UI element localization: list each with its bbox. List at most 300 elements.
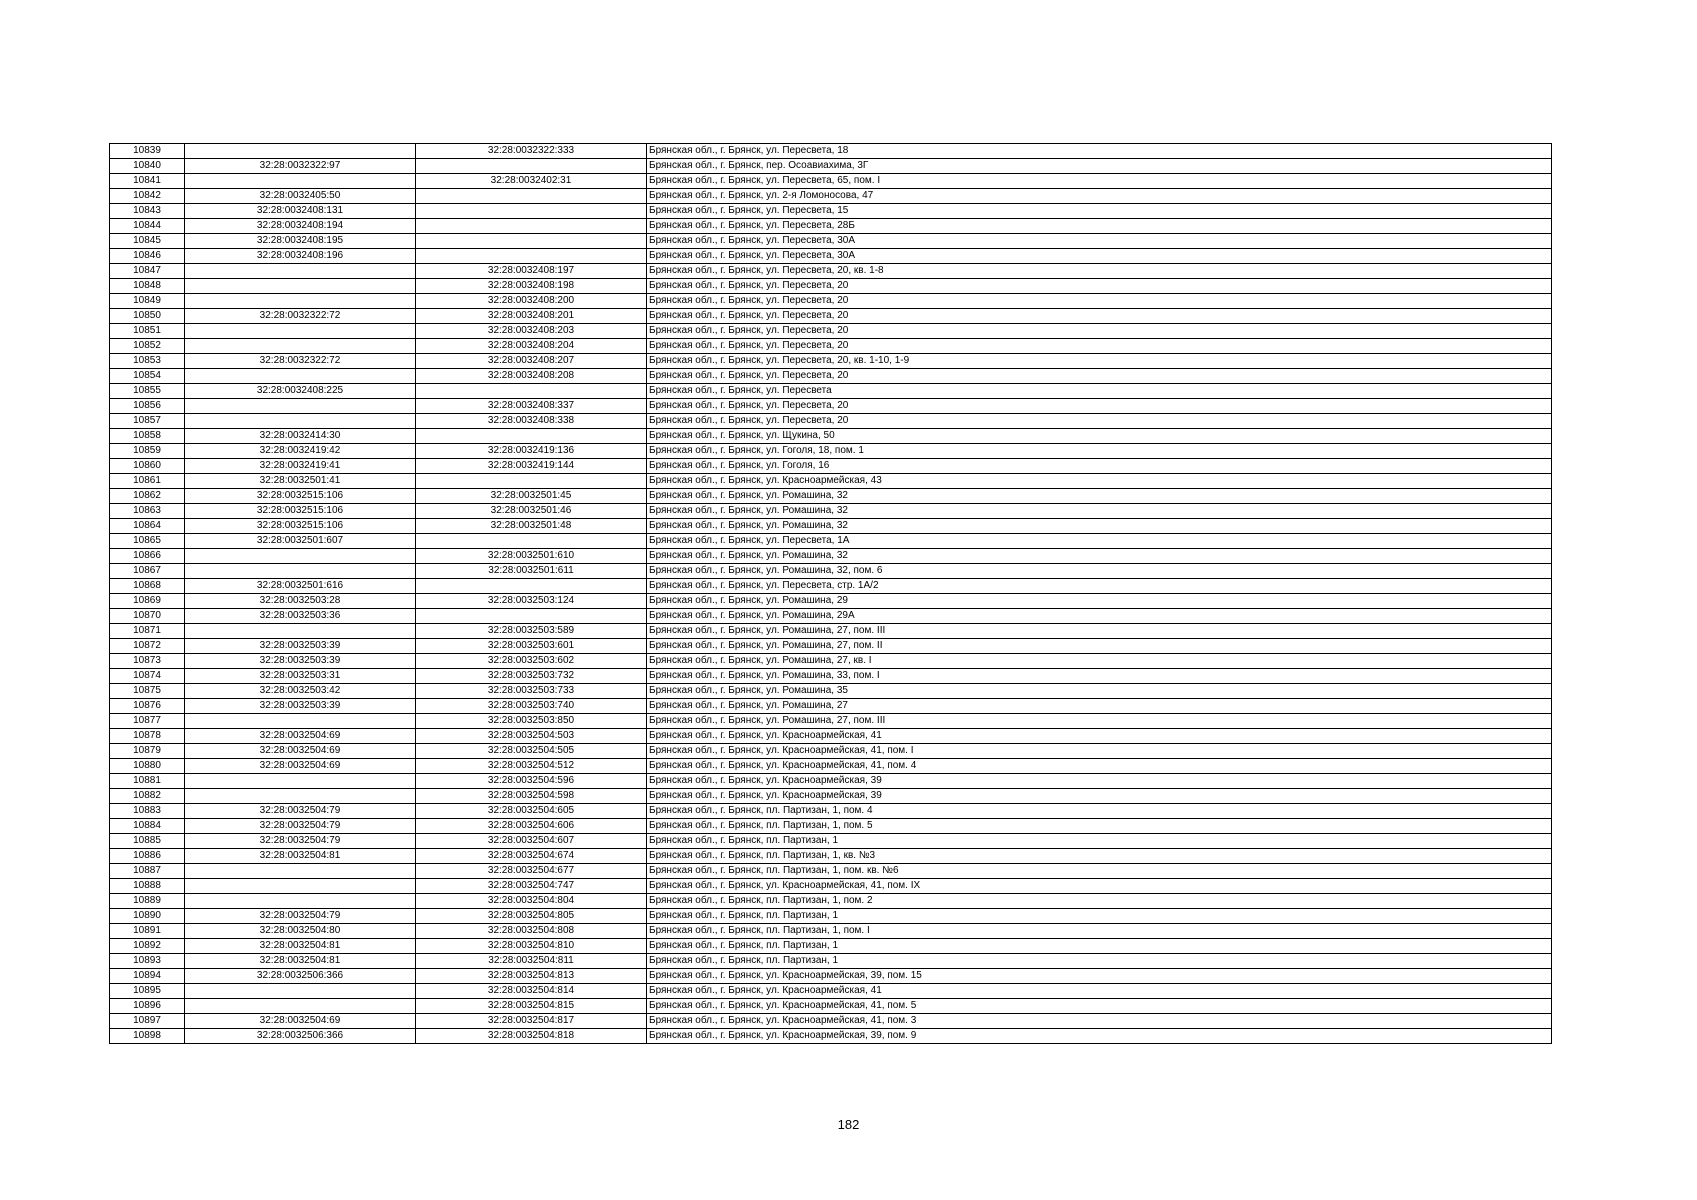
address-cell: Брянская обл., г. Брянск, ул. Щукина, 50 bbox=[647, 429, 1552, 444]
object-cadastral-number-cell bbox=[416, 234, 647, 249]
object-cadastral-number-cell: 32:28:0032501:611 bbox=[416, 564, 647, 579]
land-cadastral-number-cell: 32:28:0032504:79 bbox=[185, 804, 416, 819]
row-number-cell: 10879 bbox=[110, 744, 185, 759]
address-cell: Брянская обл., г. Брянск, ул. Пересвета, 20 bbox=[647, 414, 1552, 429]
address-cell: Брянская обл., г. Брянск, ул. Ромашина, 29 bbox=[647, 594, 1552, 609]
table-row bbox=[110, 699, 1552, 714]
table-row bbox=[110, 909, 1552, 924]
table-row bbox=[110, 459, 1552, 474]
land-cadastral-number-cell: 32:28:0032501:41 bbox=[185, 474, 416, 489]
address-cell: Брянская обл., г. Брянск, ул. Ромашина, 27, кв. I bbox=[647, 654, 1552, 669]
object-cadastral-number-cell bbox=[416, 159, 647, 174]
address-cell: Брянская обл., г. Брянск, ул. 2-я Ломоносова, 47 bbox=[647, 189, 1552, 204]
row-number-cell: 10854 bbox=[110, 369, 185, 384]
row-number-cell: 10845 bbox=[110, 234, 185, 249]
table-row bbox=[110, 144, 1552, 159]
object-cadastral-number-cell: 32:28:0032504:598 bbox=[416, 789, 647, 804]
table-row bbox=[110, 534, 1552, 549]
land-cadastral-number-cell bbox=[185, 864, 416, 879]
address-cell: Брянская обл., г. Брянск, пл. Партизан, 1 bbox=[647, 909, 1552, 924]
table-row bbox=[110, 759, 1552, 774]
object-cadastral-number-cell bbox=[416, 189, 647, 204]
object-cadastral-number-cell: 32:28:0032408:338 bbox=[416, 414, 647, 429]
land-cadastral-number-cell: 32:28:0032405:50 bbox=[185, 189, 416, 204]
row-number-cell: 10847 bbox=[110, 264, 185, 279]
address-cell: Брянская обл., г. Брянск, пл. Партизан, 1, пом. 2 bbox=[647, 894, 1552, 909]
row-number-cell: 10887 bbox=[110, 864, 185, 879]
table-row bbox=[110, 369, 1552, 384]
row-number-cell: 10878 bbox=[110, 729, 185, 744]
table-row bbox=[110, 939, 1552, 954]
land-cadastral-number-cell: 32:28:0032504:69 bbox=[185, 759, 416, 774]
row-number-cell: 10867 bbox=[110, 564, 185, 579]
object-cadastral-number-cell: 32:28:0032504:808 bbox=[416, 924, 647, 939]
table-row bbox=[110, 159, 1552, 174]
address-cell: Брянская обл., г. Брянск, ул. Ромашина, 32 bbox=[647, 489, 1552, 504]
land-cadastral-number-cell: 32:28:0032506:366 bbox=[185, 1029, 416, 1044]
address-cell: Брянская обл., г. Брянск, ул. Красноармейская, 41 bbox=[647, 729, 1552, 744]
address-cell: Брянская обл., г. Брянск, ул. Пересвета, 20 bbox=[647, 324, 1552, 339]
table-row bbox=[110, 324, 1552, 339]
table-row bbox=[110, 444, 1552, 459]
row-number-cell: 10844 bbox=[110, 219, 185, 234]
land-cadastral-number-cell bbox=[185, 339, 416, 354]
row-number-cell: 10862 bbox=[110, 489, 185, 504]
table-row bbox=[110, 339, 1552, 354]
object-cadastral-number-cell: 32:28:0032504:674 bbox=[416, 849, 647, 864]
row-number-cell: 10842 bbox=[110, 189, 185, 204]
row-number-cell: 10864 bbox=[110, 519, 185, 534]
object-cadastral-number-cell: 32:28:0032504:805 bbox=[416, 909, 647, 924]
land-cadastral-number-cell bbox=[185, 279, 416, 294]
table-row bbox=[110, 819, 1552, 834]
land-cadastral-number-cell bbox=[185, 894, 416, 909]
address-cell: Брянская обл., г. Брянск, пл. Партизан, 1 bbox=[647, 954, 1552, 969]
address-cell: Брянская обл., г. Брянск, пл. Партизан, 1, пом. 5 bbox=[647, 819, 1552, 834]
land-cadastral-number-cell: 32:28:0032503:36 bbox=[185, 609, 416, 624]
object-cadastral-number-cell bbox=[416, 429, 647, 444]
object-cadastral-number-cell: 32:28:0032408:208 bbox=[416, 369, 647, 384]
row-number-cell: 10877 bbox=[110, 714, 185, 729]
object-cadastral-number-cell bbox=[416, 609, 647, 624]
table-row bbox=[110, 414, 1552, 429]
table-row bbox=[110, 999, 1552, 1014]
table-row bbox=[110, 669, 1552, 684]
land-cadastral-number-cell: 32:28:0032504:81 bbox=[185, 939, 416, 954]
object-cadastral-number-cell: 32:28:0032408:204 bbox=[416, 339, 647, 354]
land-cadastral-number-cell: 32:28:0032504:69 bbox=[185, 729, 416, 744]
land-cadastral-number-cell: 32:28:0032501:616 bbox=[185, 579, 416, 594]
row-number-cell: 10852 bbox=[110, 339, 185, 354]
table-row bbox=[110, 249, 1552, 264]
object-cadastral-number-cell: 32:28:0032408:203 bbox=[416, 324, 647, 339]
table-row bbox=[110, 519, 1552, 534]
land-cadastral-number-cell: 32:28:0032506:366 bbox=[185, 969, 416, 984]
table-row bbox=[110, 789, 1552, 804]
object-cadastral-number-cell: 32:28:0032504:596 bbox=[416, 774, 647, 789]
land-cadastral-number-cell: 32:28:0032503:39 bbox=[185, 654, 416, 669]
address-cell: Брянская обл., г. Брянск, ул. Ромашина, 32 bbox=[647, 549, 1552, 564]
row-number-cell: 10860 bbox=[110, 459, 185, 474]
object-cadastral-number-cell: 32:28:0032504:607 bbox=[416, 834, 647, 849]
table-row bbox=[110, 744, 1552, 759]
table-row bbox=[110, 399, 1552, 414]
row-number-cell: 10898 bbox=[110, 1029, 185, 1044]
land-cadastral-number-cell: 32:28:0032419:41 bbox=[185, 459, 416, 474]
row-number-cell: 10855 bbox=[110, 384, 185, 399]
object-cadastral-number-cell bbox=[416, 249, 647, 264]
table-row bbox=[110, 219, 1552, 234]
row-number-cell: 10892 bbox=[110, 939, 185, 954]
address-cell: Брянская обл., г. Брянск, ул. Пересвета, 20 bbox=[647, 279, 1552, 294]
row-number-cell: 10865 bbox=[110, 534, 185, 549]
object-cadastral-number-cell: 32:28:0032504:818 bbox=[416, 1029, 647, 1044]
address-cell: Брянская обл., г. Брянск, ул. Ромашина, 32 bbox=[647, 504, 1552, 519]
table-row bbox=[110, 564, 1552, 579]
table-row bbox=[110, 654, 1552, 669]
row-number-cell: 10872 bbox=[110, 639, 185, 654]
land-cadastral-number-cell bbox=[185, 714, 416, 729]
address-cell: Брянская обл., г. Брянск, пл. Партизан, 1, кв. №3 bbox=[647, 849, 1552, 864]
land-cadastral-number-cell bbox=[185, 549, 416, 564]
table-row bbox=[110, 204, 1552, 219]
land-cadastral-number-cell: 32:28:0032322:72 bbox=[185, 354, 416, 369]
address-cell: Брянская обл., г. Брянск, ул. Ромашина, 32 bbox=[647, 519, 1552, 534]
row-number-cell: 10891 bbox=[110, 924, 185, 939]
object-cadastral-number-cell: 32:28:0032408:201 bbox=[416, 309, 647, 324]
object-cadastral-number-cell bbox=[416, 204, 647, 219]
row-number-cell: 10856 bbox=[110, 399, 185, 414]
object-cadastral-number-cell bbox=[416, 534, 647, 549]
address-cell: Брянская обл., г. Брянск, ул. Красноармейская, 39, пом. 15 bbox=[647, 969, 1552, 984]
row-number-cell: 10861 bbox=[110, 474, 185, 489]
object-cadastral-number-cell: 32:28:0032504:815 bbox=[416, 999, 647, 1014]
table-row bbox=[110, 774, 1552, 789]
row-number-cell: 10896 bbox=[110, 999, 185, 1014]
table-row bbox=[110, 294, 1552, 309]
row-number-cell: 10873 bbox=[110, 654, 185, 669]
table-row bbox=[110, 714, 1552, 729]
address-cell: Брянская обл., г. Брянск, ул. Гоголя, 18, пом. 1 bbox=[647, 444, 1552, 459]
address-cell: Брянская обл., г. Брянск, пл. Партизан, 1, пом. 4 bbox=[647, 804, 1552, 819]
row-number-cell: 10853 bbox=[110, 354, 185, 369]
row-number-cell: 10859 bbox=[110, 444, 185, 459]
table-row bbox=[110, 234, 1552, 249]
table-body bbox=[110, 144, 1552, 1044]
cadastral-table bbox=[109, 143, 1552, 1044]
table-row bbox=[110, 984, 1552, 999]
object-cadastral-number-cell bbox=[416, 219, 647, 234]
row-number-cell: 10893 bbox=[110, 954, 185, 969]
address-cell: Брянская обл., г. Брянск, ул. Красноармейская, 41, пом. I bbox=[647, 744, 1552, 759]
land-cadastral-number-cell bbox=[185, 414, 416, 429]
land-cadastral-number-cell: 32:28:0032408:225 bbox=[185, 384, 416, 399]
land-cadastral-number-cell bbox=[185, 624, 416, 639]
land-cadastral-number-cell bbox=[185, 324, 416, 339]
address-cell: Брянская обл., г. Брянск, ул. Пересвета, стр. 1А/2 bbox=[647, 579, 1552, 594]
land-cadastral-number-cell bbox=[185, 294, 416, 309]
land-cadastral-number-cell: 32:28:0032414:30 bbox=[185, 429, 416, 444]
land-cadastral-number-cell: 32:28:0032408:131 bbox=[185, 204, 416, 219]
object-cadastral-number-cell: 32:28:0032408:207 bbox=[416, 354, 647, 369]
object-cadastral-number-cell: 32:28:0032504:512 bbox=[416, 759, 647, 774]
object-cadastral-number-cell: 32:28:0032501:45 bbox=[416, 489, 647, 504]
object-cadastral-number-cell: 32:28:0032408:200 bbox=[416, 294, 647, 309]
row-number-cell: 10857 bbox=[110, 414, 185, 429]
object-cadastral-number-cell: 32:28:0032504:606 bbox=[416, 819, 647, 834]
object-cadastral-number-cell: 32:28:0032408:198 bbox=[416, 279, 647, 294]
table-row bbox=[110, 834, 1552, 849]
address-cell: Брянская обл., г. Брянск, ул. Красноармейская, 43 bbox=[647, 474, 1552, 489]
row-number-cell: 10875 bbox=[110, 684, 185, 699]
object-cadastral-number-cell: 32:28:0032501:610 bbox=[416, 549, 647, 564]
address-cell: Брянская обл., г. Брянск, ул. Ромашина, 29А bbox=[647, 609, 1552, 624]
table-row bbox=[110, 894, 1552, 909]
land-cadastral-number-cell: 32:28:0032408:196 bbox=[185, 249, 416, 264]
object-cadastral-number-cell: 32:28:0032504:605 bbox=[416, 804, 647, 819]
land-cadastral-number-cell: 32:28:0032322:97 bbox=[185, 159, 416, 174]
land-cadastral-number-cell: 32:28:0032504:79 bbox=[185, 909, 416, 924]
table-row bbox=[110, 969, 1552, 984]
row-number-cell: 10888 bbox=[110, 879, 185, 894]
row-number-cell: 10839 bbox=[110, 144, 185, 159]
object-cadastral-number-cell: 32:28:0032504:810 bbox=[416, 939, 647, 954]
land-cadastral-number-cell: 32:28:0032515:106 bbox=[185, 519, 416, 534]
land-cadastral-number-cell: 32:28:0032408:194 bbox=[185, 219, 416, 234]
row-number-cell: 10883 bbox=[110, 804, 185, 819]
table-row bbox=[110, 429, 1552, 444]
land-cadastral-number-cell: 32:28:0032515:106 bbox=[185, 504, 416, 519]
land-cadastral-number-cell bbox=[185, 369, 416, 384]
table-row bbox=[110, 354, 1552, 369]
address-cell: Брянская обл., г. Брянск, ул. Гоголя, 16 bbox=[647, 459, 1552, 474]
address-cell: Брянская обл., г. Брянск, пл. Партизан, 1, пом. I bbox=[647, 924, 1552, 939]
object-cadastral-number-cell: 32:28:0032503:589 bbox=[416, 624, 647, 639]
land-cadastral-number-cell: 32:28:0032503:39 bbox=[185, 639, 416, 654]
land-cadastral-number-cell: 32:28:0032503:42 bbox=[185, 684, 416, 699]
object-cadastral-number-cell: 32:28:0032322:333 bbox=[416, 144, 647, 159]
table-row bbox=[110, 639, 1552, 654]
row-number-cell: 10848 bbox=[110, 279, 185, 294]
object-cadastral-number-cell: 32:28:0032503:124 bbox=[416, 594, 647, 609]
land-cadastral-number-cell bbox=[185, 774, 416, 789]
object-cadastral-number-cell: 32:28:0032419:136 bbox=[416, 444, 647, 459]
row-number-cell: 10876 bbox=[110, 699, 185, 714]
table-row bbox=[110, 1029, 1552, 1044]
object-cadastral-number-cell: 32:28:0032503:740 bbox=[416, 699, 647, 714]
table-row bbox=[110, 264, 1552, 279]
object-cadastral-number-cell: 32:28:0032419:144 bbox=[416, 459, 647, 474]
row-number-cell: 10868 bbox=[110, 579, 185, 594]
table-row bbox=[110, 384, 1552, 399]
table-row bbox=[110, 879, 1552, 894]
row-number-cell: 10894 bbox=[110, 969, 185, 984]
object-cadastral-number-cell: 32:28:0032504:503 bbox=[416, 729, 647, 744]
address-cell: Брянская обл., г. Брянск, ул. Ромашина, 33, пом. I bbox=[647, 669, 1552, 684]
table-row bbox=[110, 504, 1552, 519]
row-number-cell: 10849 bbox=[110, 294, 185, 309]
table-row bbox=[110, 549, 1552, 564]
address-cell: Брянская обл., г. Брянск, ул. Ромашина, 27, пом. III bbox=[647, 624, 1552, 639]
object-cadastral-number-cell: 32:28:0032504:505 bbox=[416, 744, 647, 759]
address-cell: Брянская обл., г. Брянск, ул. Красноармейская, 41, пом. IX bbox=[647, 879, 1552, 894]
row-number-cell: 10886 bbox=[110, 849, 185, 864]
object-cadastral-number-cell: 32:28:0032501:48 bbox=[416, 519, 647, 534]
table-row bbox=[110, 579, 1552, 594]
address-cell: Брянская обл., г. Брянск, ул. Пересвета, 65, пом. I bbox=[647, 174, 1552, 189]
object-cadastral-number-cell bbox=[416, 384, 647, 399]
table-row bbox=[110, 729, 1552, 744]
address-cell: Брянская обл., г. Брянск, ул. Ромашина, 32, пом. 6 bbox=[647, 564, 1552, 579]
land-cadastral-number-cell: 32:28:0032504:81 bbox=[185, 849, 416, 864]
land-cadastral-number-cell: 32:28:0032504:69 bbox=[185, 744, 416, 759]
table-row bbox=[110, 474, 1552, 489]
row-number-cell: 10863 bbox=[110, 504, 185, 519]
address-cell: Брянская обл., г. Брянск, пл. Партизан, 1 bbox=[647, 834, 1552, 849]
land-cadastral-number-cell: 32:28:0032515:106 bbox=[185, 489, 416, 504]
land-cadastral-number-cell: 32:28:0032504:69 bbox=[185, 1014, 416, 1029]
object-cadastral-number-cell bbox=[416, 579, 647, 594]
row-number-cell: 10870 bbox=[110, 609, 185, 624]
land-cadastral-number-cell bbox=[185, 984, 416, 999]
address-cell: Брянская обл., г. Брянск, ул. Красноармейская, 41, пом. 3 bbox=[647, 1014, 1552, 1029]
table-row bbox=[110, 174, 1552, 189]
address-cell: Брянская обл., г. Брянск, ул. Пересвета, 20, кв. 1-10, 1-9 bbox=[647, 354, 1552, 369]
address-cell: Брянская обл., г. Брянск, ул. Пересвета, 20 bbox=[647, 399, 1552, 414]
table-row bbox=[110, 684, 1552, 699]
row-number-cell: 10881 bbox=[110, 774, 185, 789]
table-row bbox=[110, 804, 1552, 819]
land-cadastral-number-cell: 32:28:0032504:81 bbox=[185, 954, 416, 969]
land-cadastral-number-cell bbox=[185, 879, 416, 894]
table-row bbox=[110, 849, 1552, 864]
row-number-cell: 10884 bbox=[110, 819, 185, 834]
address-cell: Брянская обл., г. Брянск, ул. Пересвета, 28Б bbox=[647, 219, 1552, 234]
object-cadastral-number-cell: 32:28:0032503:732 bbox=[416, 669, 647, 684]
object-cadastral-number-cell bbox=[416, 474, 647, 489]
row-number-cell: 10885 bbox=[110, 834, 185, 849]
row-number-cell: 10840 bbox=[110, 159, 185, 174]
address-cell: Брянская обл., г. Брянск, ул. Пересвета, 20 bbox=[647, 294, 1552, 309]
land-cadastral-number-cell: 32:28:0032503:39 bbox=[185, 699, 416, 714]
address-cell: Брянская обл., г. Брянск, ул. Ромашина, 27, пом. III bbox=[647, 714, 1552, 729]
object-cadastral-number-cell: 32:28:0032504:804 bbox=[416, 894, 647, 909]
object-cadastral-number-cell: 32:28:0032504:677 bbox=[416, 864, 647, 879]
table-row bbox=[110, 594, 1552, 609]
address-cell: Брянская обл., г. Брянск, ул. Красноармейская, 41, пом. 5 bbox=[647, 999, 1552, 1014]
land-cadastral-number-cell: 32:28:0032501:607 bbox=[185, 534, 416, 549]
land-cadastral-number-cell: 32:28:0032419:42 bbox=[185, 444, 416, 459]
row-number-cell: 10871 bbox=[110, 624, 185, 639]
page-number: 182 bbox=[837, 1117, 860, 1132]
object-cadastral-number-cell: 32:28:0032504:814 bbox=[416, 984, 647, 999]
address-cell: Брянская обл., г. Брянск, ул. Пересвета, 18 bbox=[647, 144, 1552, 159]
address-cell: Брянская обл., г. Брянск, ул. Пересвета, 1А bbox=[647, 534, 1552, 549]
land-cadastral-number-cell bbox=[185, 174, 416, 189]
row-number-cell: 10843 bbox=[110, 204, 185, 219]
table-row bbox=[110, 624, 1552, 639]
object-cadastral-number-cell: 32:28:0032504:811 bbox=[416, 954, 647, 969]
address-cell: Брянская обл., г. Брянск, ул. Пересвета, 30А bbox=[647, 234, 1552, 249]
object-cadastral-number-cell: 32:28:0032504:817 bbox=[416, 1014, 647, 1029]
land-cadastral-number-cell: 32:28:0032322:72 bbox=[185, 309, 416, 324]
row-number-cell: 10841 bbox=[110, 174, 185, 189]
land-cadastral-number-cell bbox=[185, 264, 416, 279]
land-cadastral-number-cell bbox=[185, 789, 416, 804]
land-cadastral-number-cell: 32:28:0032504:80 bbox=[185, 924, 416, 939]
row-number-cell: 10889 bbox=[110, 894, 185, 909]
object-cadastral-number-cell: 32:28:0032503:850 bbox=[416, 714, 647, 729]
address-cell: Брянская обл., г. Брянск, ул. Красноармейская, 41, пом. 4 bbox=[647, 759, 1552, 774]
address-cell: Брянская обл., г. Брянск, ул. Красноармейская, 39 bbox=[647, 789, 1552, 804]
address-cell: Брянская обл., г. Брянск, ул. Пересвета bbox=[647, 384, 1552, 399]
object-cadastral-number-cell: 32:28:0032503:733 bbox=[416, 684, 647, 699]
address-cell: Брянская обл., г. Брянск, ул. Пересвета, 20 bbox=[647, 309, 1552, 324]
address-cell: Брянская обл., г. Брянск, ул. Пересвета, 15 bbox=[647, 204, 1552, 219]
object-cadastral-number-cell: 32:28:0032503:601 bbox=[416, 639, 647, 654]
table-row bbox=[110, 189, 1552, 204]
row-number-cell: 10874 bbox=[110, 669, 185, 684]
land-cadastral-number-cell: 32:28:0032503:28 bbox=[185, 594, 416, 609]
table-row bbox=[110, 279, 1552, 294]
table-row bbox=[110, 954, 1552, 969]
row-number-cell: 10897 bbox=[110, 1014, 185, 1029]
object-cadastral-number-cell: 32:28:0032501:46 bbox=[416, 504, 647, 519]
land-cadastral-number-cell bbox=[185, 399, 416, 414]
row-number-cell: 10851 bbox=[110, 324, 185, 339]
object-cadastral-number-cell: 32:28:0032504:747 bbox=[416, 879, 647, 894]
address-cell: Брянская обл., г. Брянск, ул. Ромашина, 35 bbox=[647, 684, 1552, 699]
row-number-cell: 10880 bbox=[110, 759, 185, 774]
land-cadastral-number-cell: 32:28:0032408:195 bbox=[185, 234, 416, 249]
land-cadastral-number-cell: 32:28:0032504:79 bbox=[185, 819, 416, 834]
row-number-cell: 10866 bbox=[110, 549, 185, 564]
land-cadastral-number-cell: 32:28:0032503:31 bbox=[185, 669, 416, 684]
address-cell: Брянская обл., г. Брянск, ул. Пересвета, 20 bbox=[647, 339, 1552, 354]
table-row bbox=[110, 489, 1552, 504]
table-row bbox=[110, 609, 1552, 624]
address-cell: Брянская обл., г. Брянск, пл. Партизан, 1 bbox=[647, 939, 1552, 954]
address-cell: Брянская обл., г. Брянск, ул. Красноармейская, 41 bbox=[647, 984, 1552, 999]
table-row bbox=[110, 1014, 1552, 1029]
table-row bbox=[110, 864, 1552, 879]
address-cell: Брянская обл., г. Брянск, ул. Красноармейская, 39 bbox=[647, 774, 1552, 789]
row-number-cell: 10850 bbox=[110, 309, 185, 324]
row-number-cell: 10882 bbox=[110, 789, 185, 804]
row-number-cell: 10858 bbox=[110, 429, 185, 444]
row-number-cell: 10890 bbox=[110, 909, 185, 924]
object-cadastral-number-cell: 32:28:0032408:197 bbox=[416, 264, 647, 279]
land-cadastral-number-cell bbox=[185, 144, 416, 159]
address-cell: Брянская обл., г. Брянск, ул. Ромашина, 27, пом. II bbox=[647, 639, 1552, 654]
row-number-cell: 10869 bbox=[110, 594, 185, 609]
address-cell: Брянская обл., г. Брянск, ул. Пересвета, 20 bbox=[647, 369, 1552, 384]
object-cadastral-number-cell: 32:28:0032402:31 bbox=[416, 174, 647, 189]
object-cadastral-number-cell: 32:28:0032503:602 bbox=[416, 654, 647, 669]
table-row bbox=[110, 309, 1552, 324]
address-cell: Брянская обл., г. Брянск, ул. Пересвета, 30А bbox=[647, 249, 1552, 264]
address-cell: Брянская обл., г. Брянск, пл. Партизан, 1, пом. кв. №6 bbox=[647, 864, 1552, 879]
address-cell: Брянская обл., г. Брянск, пер. Осоавиахима, 3Г bbox=[647, 159, 1552, 174]
object-cadastral-number-cell: 32:28:0032408:337 bbox=[416, 399, 647, 414]
land-cadastral-number-cell bbox=[185, 999, 416, 1014]
land-cadastral-number-cell bbox=[185, 564, 416, 579]
row-number-cell: 10846 bbox=[110, 249, 185, 264]
address-cell: Брянская обл., г. Брянск, ул. Пересвета, 20, кв. 1-8 bbox=[647, 264, 1552, 279]
row-number-cell: 10895 bbox=[110, 984, 185, 999]
object-cadastral-number-cell: 32:28:0032504:813 bbox=[416, 969, 647, 984]
address-cell: Брянская обл., г. Брянск, ул. Ромашина, 27 bbox=[647, 699, 1552, 714]
